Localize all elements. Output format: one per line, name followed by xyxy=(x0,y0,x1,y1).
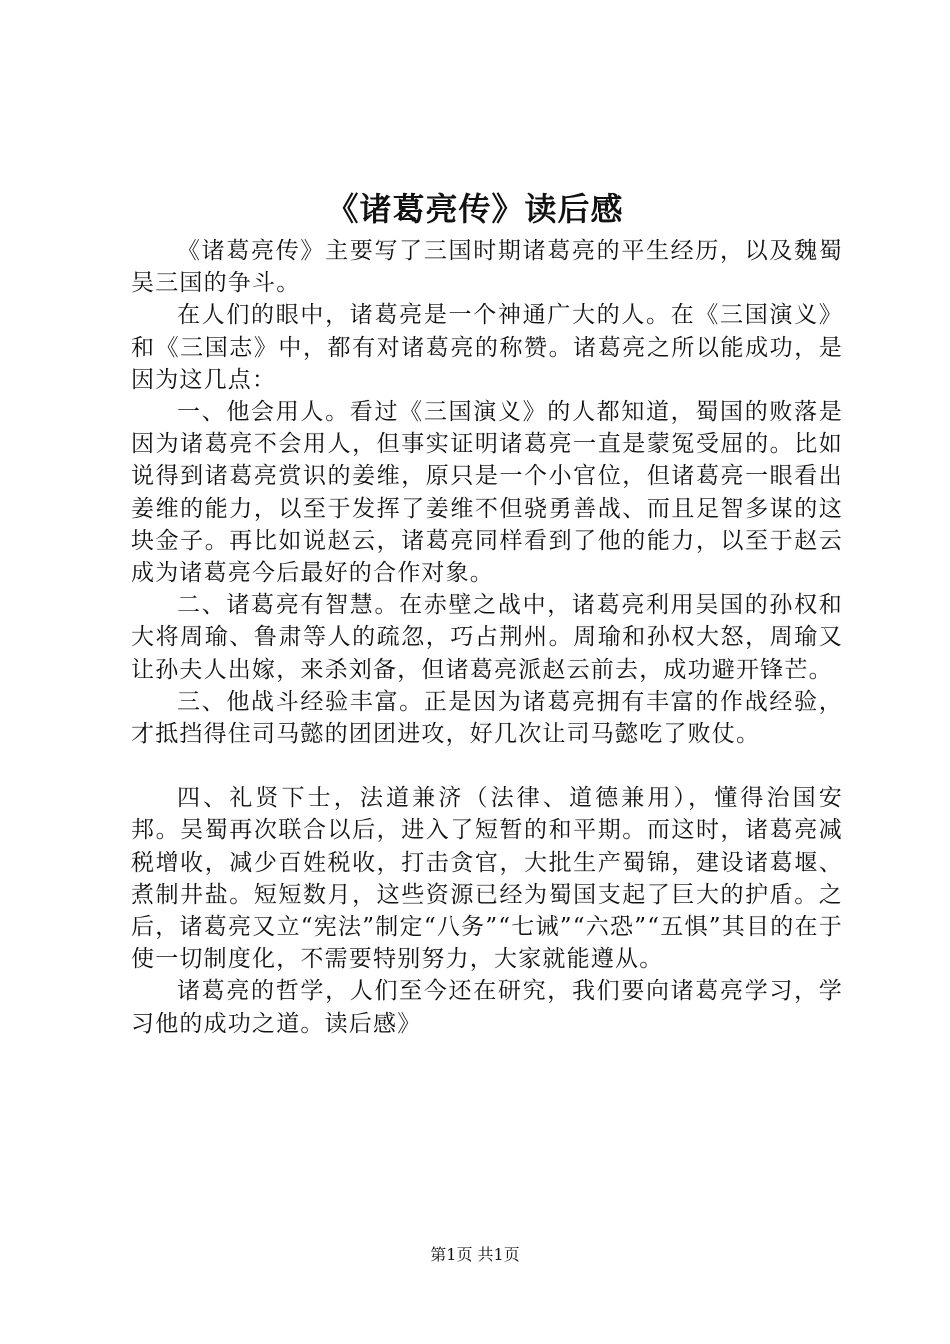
paragraph-intro: 《诸葛亮传》主要写了三国时期诸葛亮的平生经历，以及魏蜀吴三国的争斗。 xyxy=(131,238,843,297)
paragraph-point-four: 四、礼贤下士，法道兼济（法律、道德兼用），懂得治国安邦。吴蜀再次联合以后，进入了短暂的和平期。而这时，诸葛亮减税增收，减少百姓税收，打击贪官，大批生产蜀锦，建设诸葛堰、煮制井盐。短短数月，这些资源已经为蜀国支起了巨大的护盾。之后，诸葛亮又立“宪法”制定“八务”“七诫”“六恐”“五惧”其目的在于使一切制度化，不需要特别努力，大家就能遵从。 xyxy=(131,785,843,973)
paragraph-point-three: 三、他战斗经验丰富。正是因为诸葛亮拥有丰富的作战经验，才抵挡得住司马懿的团团进攻，好几次让司马懿吃了败仗。 xyxy=(131,688,843,748)
paragraph-spacer xyxy=(131,750,843,782)
page-footer: 第1页 共1页 xyxy=(430,1245,520,1264)
paragraph-conclusion: 诸葛亮的哲学，人们至今还在研究，我们要向诸葛亮学习，学习他的成功之道。读后感》 xyxy=(131,978,843,1037)
document-body xyxy=(131,235,843,1040)
paragraph-point-one: 一、他会用人。看过《三国演义》的人都知道，蜀国的败落是因为诸葛亮不会用人，但事实证明诸葛亮一直是蒙冤受屈的。比如说得到诸葛亮赏识的姜维，原只是一个小官位，但诸葛亮一眼看出姜维的能力，以至于发挥了姜维不但骁勇善战、而且足智多谋的这块金子。再比如说赵云，诸葛亮同样看到了他的能力，以至于赵云成为诸葛亮今后最好的合作对象。 xyxy=(131,399,843,587)
paragraph-point-two: 二、诸葛亮有智慧。在赤壁之战中，诸葛亮利用吴国的孙权和大将周瑜、鲁肃等人的疏忽，巧占荆州。周瑜和孙权大怒，周瑜又让孙夫人出嫁，来杀刘备，但诸葛亮派赵云前去，成功避开锋芒。 xyxy=(131,592,843,683)
document-title: 《诸葛亮传》读后感 xyxy=(326,190,624,228)
paragraph-reasons-lead: 在人们的眼中，诸葛亮是一个神通广大的人。在《三国演义》和《三国志》中，都有对诸葛亮的称赞。诸葛亮之所以能成功，是因为这几点： xyxy=(131,302,843,393)
